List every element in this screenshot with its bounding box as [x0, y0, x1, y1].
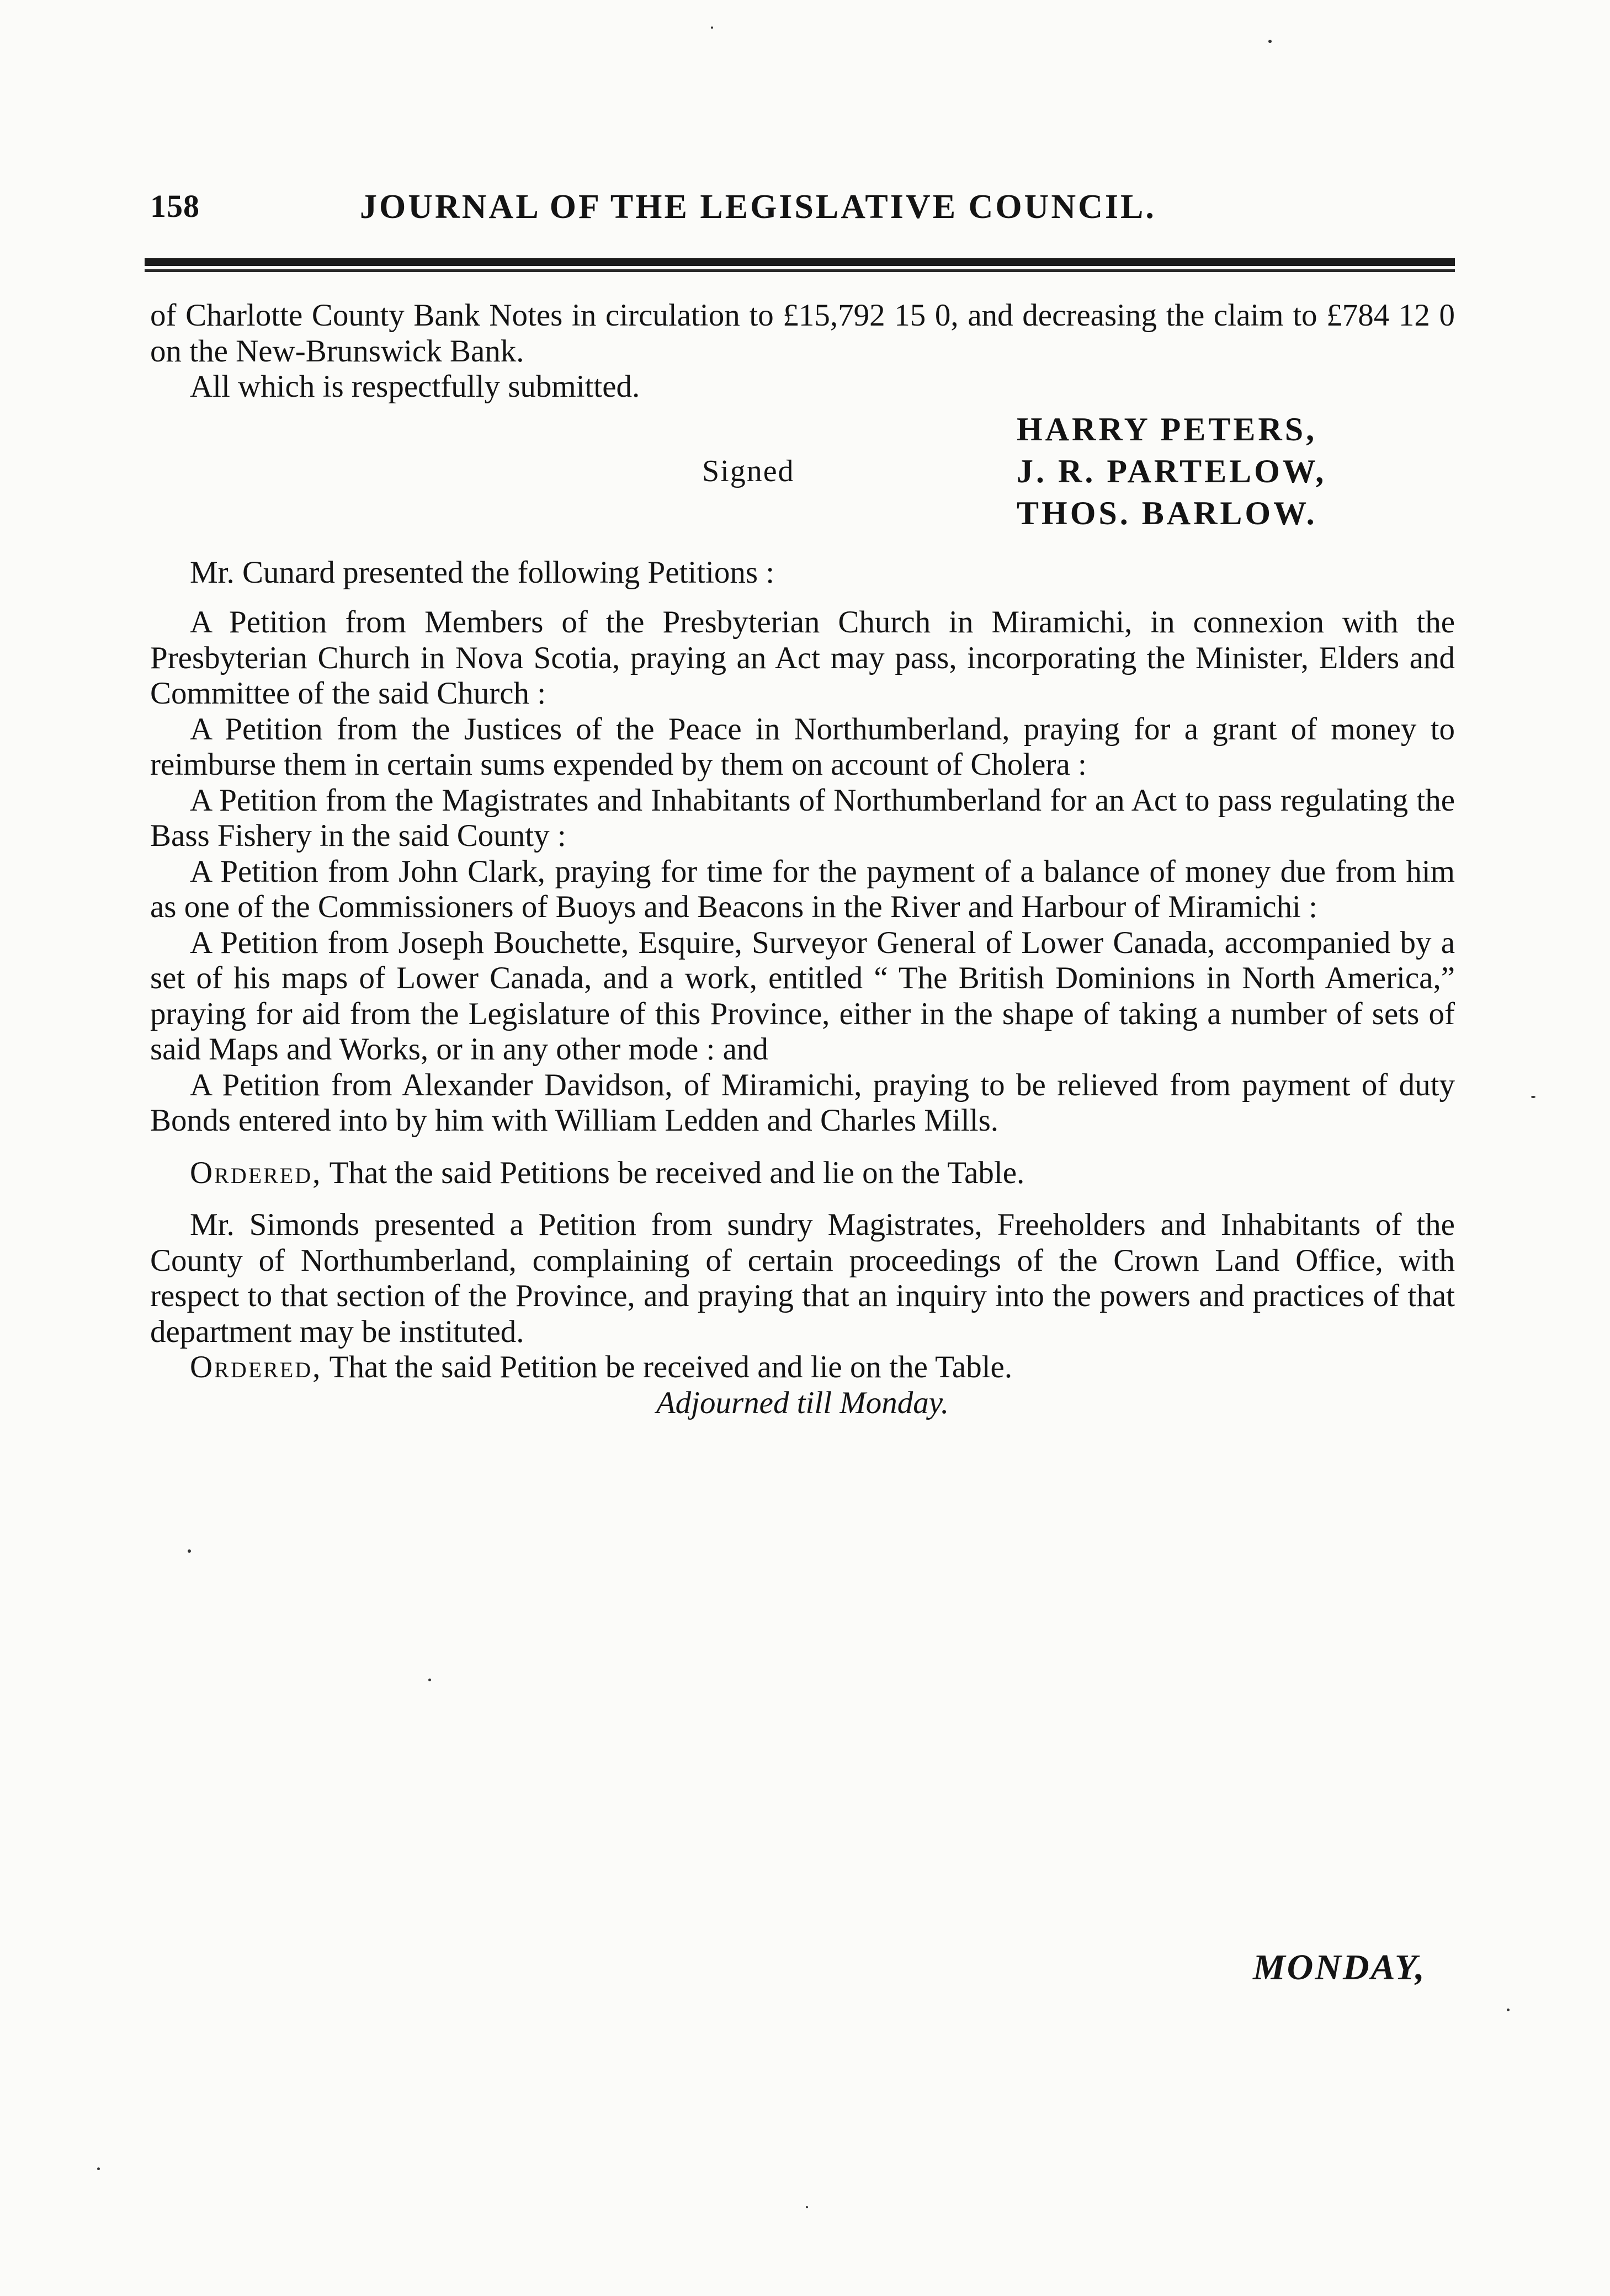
ordered-word: Ordered, [190, 1155, 322, 1190]
submission-line: All which is respectfully submitted. [190, 369, 640, 404]
scan-speck [806, 2206, 808, 2208]
ordered-paragraph [150, 1350, 1455, 1386]
page-number: 158 [150, 188, 200, 224]
signatory: THOS. BARLOW. [1017, 494, 1317, 531]
scan-speck [97, 2167, 100, 2170]
signatory: J. R. PARTELOW, [1017, 452, 1327, 489]
signed-label: Signed [702, 454, 795, 488]
catchword: MONDAY, [1253, 1947, 1426, 1988]
signature-block [150, 408, 1455, 541]
report-continuation: of Charlotte County Bank Notes in circulation to £15,792 15 0, and decreasing the claim to £784 12 0 on the New-Brunswick Bank. [150, 298, 1455, 369]
journal-body [150, 298, 1455, 1421]
scan-speck [711, 26, 713, 29]
petition-item: A Petition from Joseph Bouchette, Esquire, Surveyor General of Lower Canada, accompanied by a set of his maps of Lower Canada, and a work, entitled “ The British Dominions in North America,” praying for aid from the Legislature of this Province, either in the shape of taking a number of sets of said Maps and Works, or in any other mode : and [150, 925, 1455, 1067]
petition-item: A Petition from the Magistrates and Inhabitants of Northumberland for an Act to pass regulating the Bass Fishery in the said County : [150, 782, 1455, 853]
header-rule-thin [145, 269, 1455, 272]
scan-speck [428, 1679, 431, 1681]
ordered-word: Ordered, [190, 1350, 322, 1384]
scan-speck [188, 1549, 191, 1553]
ordered-paragraph [150, 1155, 1455, 1191]
header-rule-thick [145, 258, 1455, 266]
ordered-text: That the said Petition be received and lie on the Table. [322, 1350, 1013, 1384]
signatory-list [1017, 408, 1326, 534]
petition-item: A Petition from Alexander Davidson, of Miramichi, praying to be relieved from payment of duty Bonds entered into by him with William Ledden and Charles Mills. [150, 1067, 1455, 1138]
scan-speck [1268, 40, 1272, 43]
running-header [150, 175, 1453, 236]
running-title: JOURNAL OF THE LEGISLATIVE COUNCIL. [360, 188, 1156, 226]
scan-speck [1531, 1096, 1535, 1098]
signatory: HARRY PETERS, [1017, 411, 1317, 448]
petition-item: A Petition from the Justices of the Peace in Northumberland, praying for a grant of money to reimburse them in certain sums expended by them on account of Cholera : [150, 711, 1455, 782]
adjournment-line: Adjourned till Monday. [656, 1385, 949, 1420]
petition-item: A Petition from John Clark, praying for time for the payment of a balance of money due from him as one of the Commissioners of Buoys and Beacons in the River and Harbour of Miramichi : [150, 854, 1455, 924]
ordered-text: That the said Petitions be received and lie on the Table. [322, 1155, 1025, 1190]
petition-item: A Petition from Members of the Presbyterian Church in Miramichi, in connexion with the Presbyterian Church in Nova Scotia, praying an Act may pass, incorporating the Minister, Elders and Committee of the said Church : [150, 605, 1455, 711]
cunard-intro: Mr. Cunard presented the following Petitions : [190, 555, 775, 590]
simonds-petition: Mr. Simonds presented a Petition from sundry Magistrates, Freeholders and Inhabitants of the County of Northumberland, complaining of certain proceedings of the Crown Land Office, with respect to that section of the Province, and praying that an inquiry into the powers and practices of that department may be instituted. [150, 1207, 1455, 1349]
scan-speck [1507, 2009, 1510, 2011]
